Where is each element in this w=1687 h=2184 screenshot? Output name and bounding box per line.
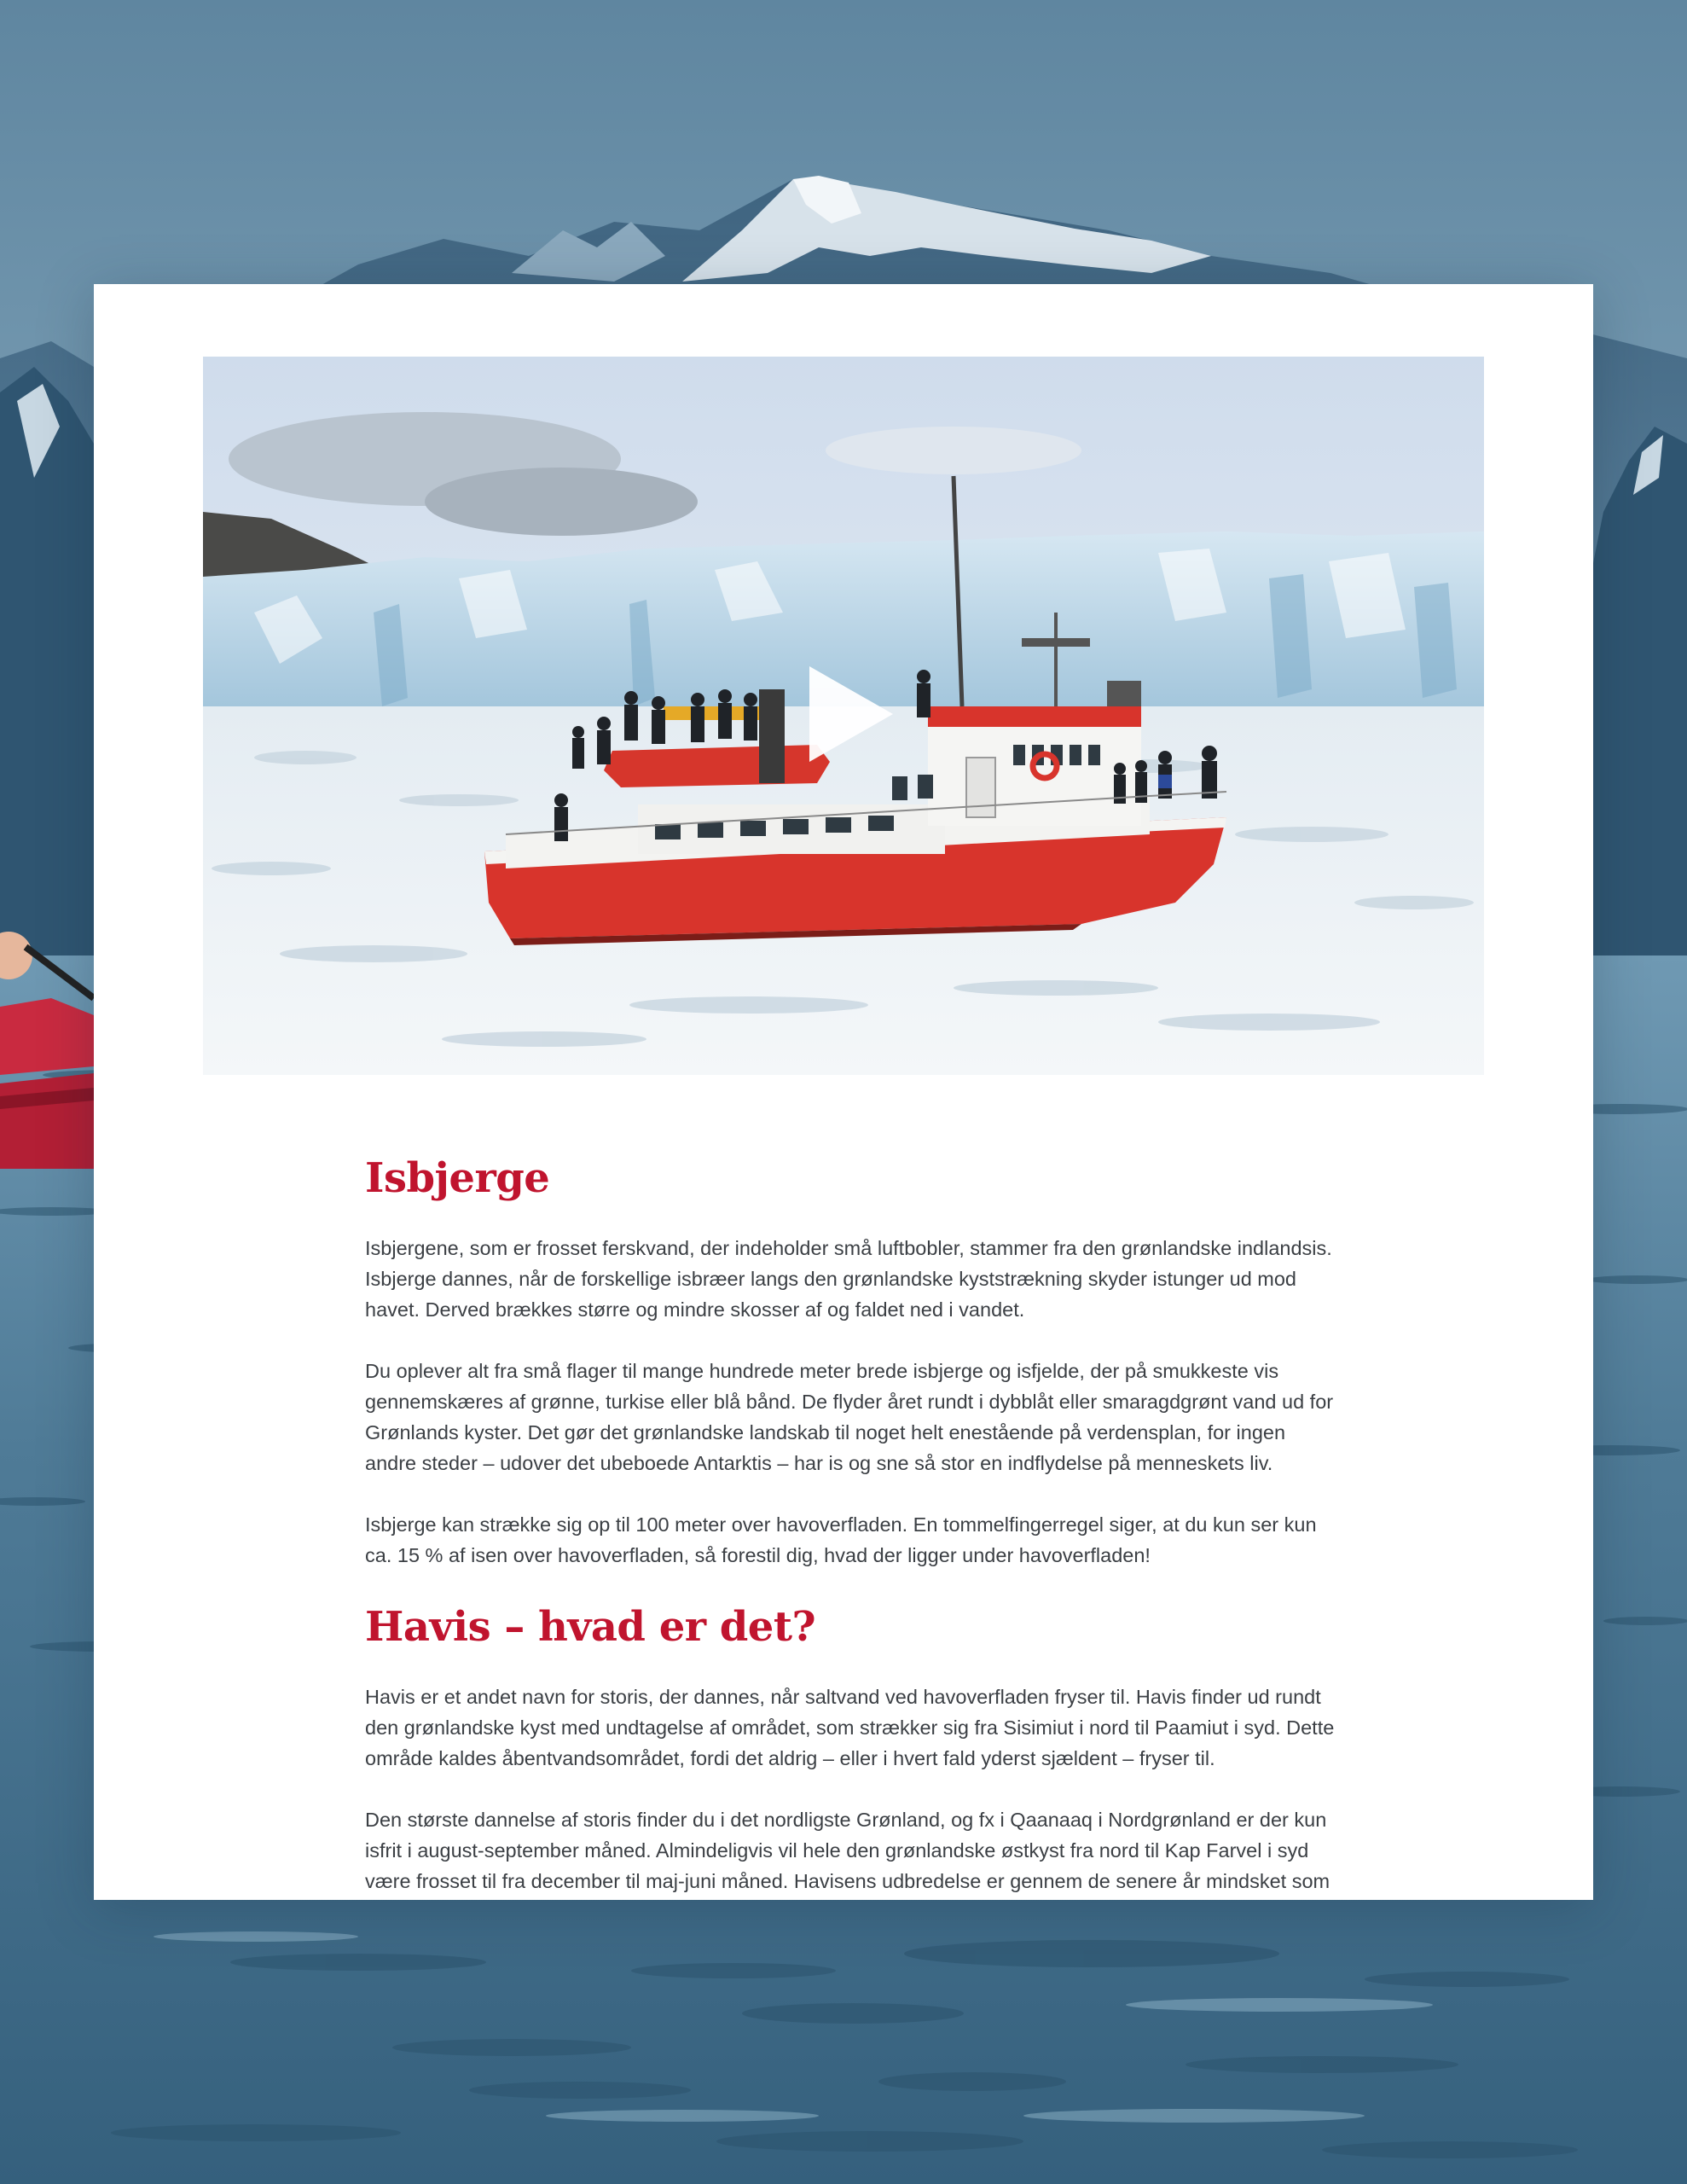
paragraph: Havis er et andet navn for storis, der dannes, når saltvand ved havoverfladen fryser til. Havis finder ud rundt den grønlandske kyst med undtagelse af området, som strækker sig fra Sisimiut i nord til Paamiut i syd. Dette område kaldes åbentvandsområdet, fordi det aldrig – eller i hvert fald yderst sjældent – fryser til. <box>365 1686 1335 1769</box>
paragraph: Isbjerge kan strække sig op til 100 meter over havoverfladen. En tommelfingerregel siger, at du kun ser kun ca. 15 % af isen over havoverfladen, så forestil dig, hvad der ligger under havoverfladen! <box>365 1513 1317 1566</box>
play-icon[interactable] <box>804 663 898 765</box>
section-heading-havis: Havis – hvad er det? <box>365 1603 816 1651</box>
video-player[interactable] <box>203 357 1484 1075</box>
article-body <box>365 1153 1337 1900</box>
content-card <box>94 284 1593 1900</box>
section-heading-isbjerge: Isbjerge <box>365 1154 550 1202</box>
paragraph: Isbjergene, som er frosset ferskvand, der indeholder små luftbobler, stammer fra den grønlandske indlandsis. Isbjerge dannes, når de forskellige isbræer langs den grønlandske kyststrækning skyder istunger ud mod havet. Derved brækkes større og mindre skosser af og faldet ned i vandet. <box>365 1237 1332 1321</box>
paragraph: Den største dannelse af storis finder du i det nordligste Grønland, og fx i Qaanaaq i Nordgrønland er der kun isfrit i august-september måned. Almindeligvis vil hele den grønlandske østkyst fra nord til Kap Farvel i syd være frosset til fra december til maj-juni måned. Havisens udbredelse er gennem de senere år mindsket som <box>365 1809 1330 1892</box>
paragraph: Du oplever alt fra små flager til mange hundrede meter brede isbjerge og isfjelde, der på smukkeste vis gennemskæres af grønne, turkise eller blå bånd. De flyder året rundt i dybblåt eller smaragdgrønt vand ud for Grønlands kyster. Det gør det grønlandske landskab til noget helt enestående på verdensplan, for ingen andre steder – udover det ubeboede Antarktis – har is og sne så stor en indflydelse på menneskets liv. <box>365 1360 1334 1474</box>
